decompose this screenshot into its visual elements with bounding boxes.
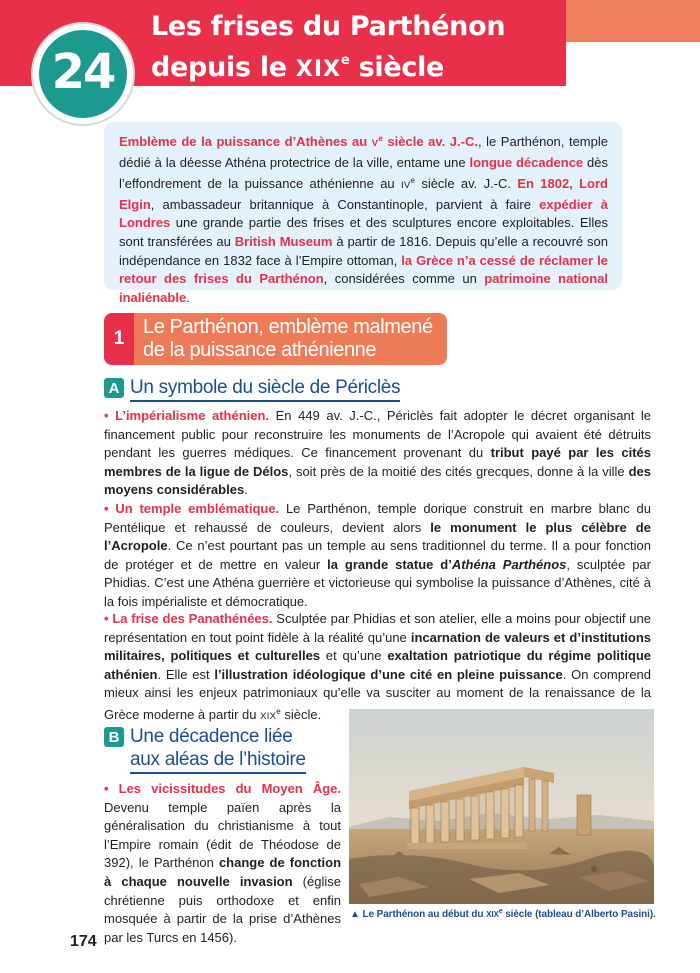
subsection-b-letter: B xyxy=(104,727,124,747)
parthenon-painting xyxy=(349,709,654,904)
paragraph-temple: • Un temple emblématique. Le Parthénon, temple dorique construit en marbre blanc du Pentélique et rehaussé de couleurs, devient alors le monument le plus célèbre de l’Acropole. Ce n’est pourtant pas un temple au sens traditionnel du terme. Il a pour fonction de protéger et de mettre en valeur la grande statue d’Athéna Parthénos, sculptée par Phidias. C’est une Athéna guerrière et victorieuse qui symbolise la puissance d’Athènes, cité à la fois impérialiste et démocratique. xyxy=(104,501,651,609)
paragraph-moyen-age: • Les vicissitudes du Moyen Âge. Devenu temple païen après la généralisation du christianisme à tout l’Empire romain (édit de Théodose de 392), le Parthénon change de fonction à chaque nouvelle invasion (église chrétienne puis orthodoxe et enfin mosquée à partir de la prise d’Athènes par les Turcs en 1456). xyxy=(104,781,342,945)
subsection-b-heading xyxy=(104,725,306,774)
subsection-b-title: Une décadence liée aux aléas de l’histoire xyxy=(130,725,306,774)
paragraph-frise: • La frise des Panathénées. Sculptée par Phidias et son atelier, elle a moins pour objectif une représentation en tout point fidèle à la réalité qu’une incarnation de valeurs et d’institutions militaires, politiques et culturelles et qu’une exaltation patriotique du régime politique athénien. Elle est l’illustration idéologique d’une cité en pleine puissance. On comprend mieux ainsi les enjeux patrimoniaux qu’elle va susciter au moment de la renaissance de la Grèce moderne à partir du XIXe siècle. xyxy=(104,611,652,722)
chapter-title xyxy=(151,10,505,87)
intro-box: Emblème de la puissance d’Athènes au Ve siècle av. J.-C., le Parthénon, temple dédié à la déesse Athéna protectrice de la ville, entame une longue décadence dès l’effondrement de la puissance athénienne au IVe siècle av. J.-C. En 1802, Lord Elgin, ambassadeur britannique à Constantinople, parvient à faire expédier à Londres une grande partie des frises et des sculptures encore exploitables. Elles sont transférées au British Museum à partir de 1816. Depuis qu’elle a recouvré son indépendance en 1832 face à l’Empire ottoman, la Grèce n’a cessé de réclamer le retour des frises du Parthénon, considérées comme un patrimoine national inaliénable. xyxy=(104,122,622,290)
chapter-number-badge xyxy=(33,24,133,124)
chapter-title-line2: depuis le XIXe siècle xyxy=(151,52,445,83)
subsection-a-heading xyxy=(104,376,400,402)
subsection-a-title: Un symbole du siècle de Périclès xyxy=(130,376,400,402)
header-accent-stripe xyxy=(566,0,700,42)
page-number: 174 xyxy=(70,933,97,950)
section-number: 1 xyxy=(104,313,134,365)
chapter-number: 24 xyxy=(51,44,115,100)
caption-triangle-icon: ▲ xyxy=(350,909,360,920)
subsection-a-letter: A xyxy=(104,378,124,398)
section-title: Le Parthénon, emblème malmené de la puissance athénienne xyxy=(134,313,447,365)
figure-caption: ▲ Le Parthénon au début du XIXe siècle (tableau d’Alberto Pasini). xyxy=(350,908,656,920)
parthenon-painting-art xyxy=(349,709,654,904)
paragraph-imperialisme: • L’impérialisme athénien. En 449 av. J.-C., Périclès fait adopter le décret organisant le financement public pour reconstruire les monuments de l’Acropole qui avaient été détruits pendant les guerres médiques. Ce financement provenant du tribut payé par les cités membres de la ligue de Délos, soit près de la moitié des cités grecques, donne à la ville des moyens considérables. xyxy=(104,408,652,498)
intro-emphasis: Emblème de la puissance d’Athènes au Ve siècle av. J.-C. xyxy=(119,134,478,149)
chapter-title-line1: Les frises du Parthénon xyxy=(151,11,506,42)
